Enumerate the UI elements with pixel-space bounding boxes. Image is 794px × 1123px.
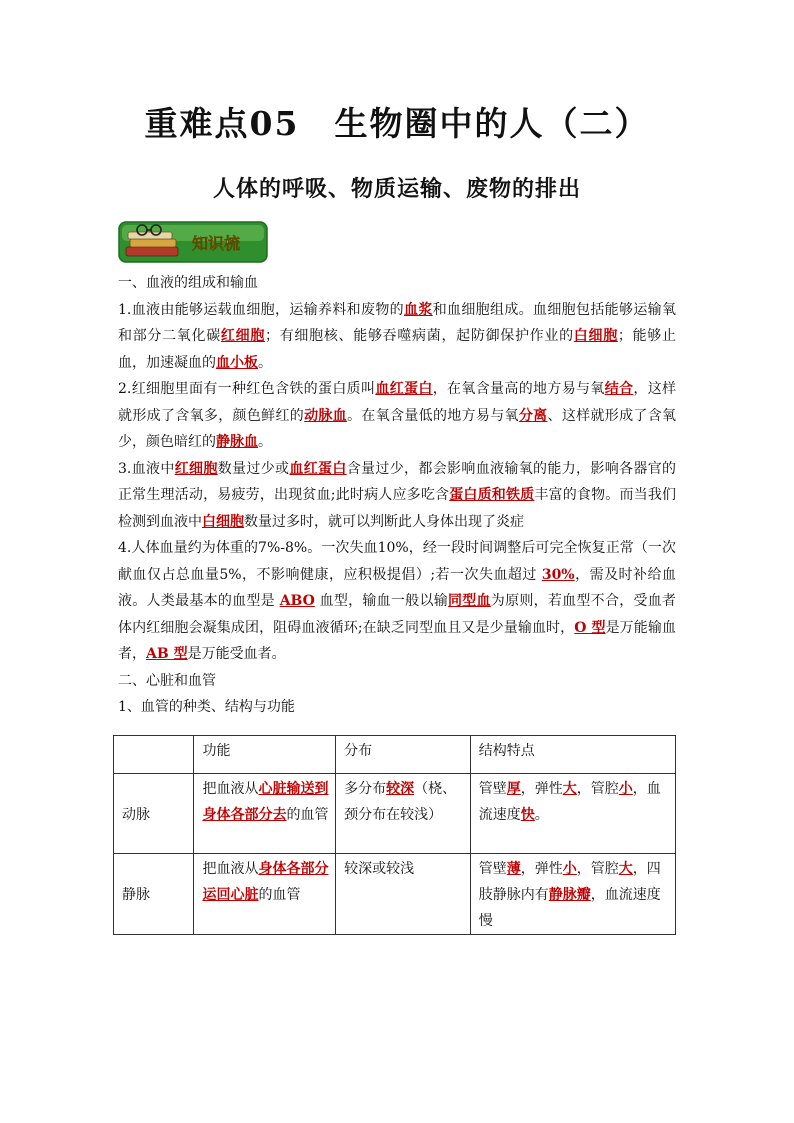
paragraph xyxy=(118,535,676,668)
text-segment: ；能够止血，加速凝血的 xyxy=(118,328,677,371)
answer-text: 动脉血 xyxy=(304,407,348,424)
text-segment: 丰富的食物。而当我们检测到血液中 xyxy=(118,487,677,530)
answer-text: 同型血 xyxy=(447,593,491,609)
answer-text: 大 xyxy=(562,781,577,797)
answer-text: 血红蛋白 xyxy=(375,381,433,397)
text-segment: 把血液从 xyxy=(202,781,259,797)
answer-text: 蛋白质和铁质 xyxy=(449,487,535,503)
section-heading: 一、血液的组成和输血 xyxy=(118,275,258,291)
text-segment: ；有细胞核、能够吞噬病菌，起防御保护作业的 xyxy=(265,328,574,344)
answer-text: 心脏输送到身体各部分去 xyxy=(202,781,329,823)
knowledge-badge xyxy=(118,221,268,263)
main-content xyxy=(118,270,676,721)
text-segment: ，在氧含量高的地方易与氧 xyxy=(432,381,605,397)
text-segment: 1.血液由能够运载血细胞，运输养料和废物的 xyxy=(118,301,405,318)
answer-text: O 型 xyxy=(574,619,606,636)
text-segment: 数量过多时，就可以判断此人身体出现了炎症 xyxy=(244,513,524,530)
row-label: 静脉 xyxy=(114,854,194,935)
text-segment: ，血流速度慢 xyxy=(478,887,661,929)
text-segment: 4.人体血量约为体重的7%-8%。一次失血10%，经一段时间调整后可完全恢复正常（一次献血仅占总血量5%，不影响健康，应积极提倡）;若一次失血超过 xyxy=(118,540,676,583)
text-segment: 血型，输血一般以输 xyxy=(314,593,448,609)
table-header-row xyxy=(114,736,676,774)
text-segment: 是万能受血者。 xyxy=(187,646,286,662)
text-segment: ，管腔 xyxy=(576,861,619,877)
table-cell xyxy=(470,854,675,935)
table-header-cell: 分布 xyxy=(336,736,471,774)
text-segment: 管壁 xyxy=(478,781,507,797)
text-segment: 含量过少，都会影响血液输氧的能力，影响各器官的正常生理活动，易疲劳，出现贫血;此时病人应多吃含 xyxy=(118,460,677,503)
table-row xyxy=(114,774,676,854)
text-segment: 把血液从 xyxy=(202,861,259,877)
section-heading: 二、心脏和血管 xyxy=(118,672,216,689)
answer-text: 血红蛋白 xyxy=(289,460,347,477)
row-label: 动脉 xyxy=(114,774,194,854)
answer-text: 较深 xyxy=(386,781,415,797)
answer-text: 厚 xyxy=(506,781,521,797)
page-title: 重难点05 生物圈中的人（二） xyxy=(144,104,650,143)
text-segment: 和血细胞组成。血细胞包括能够运输氧和部分二氧化碳 xyxy=(118,301,677,344)
answer-text: 静脉瓣 xyxy=(548,887,591,903)
answer-text: 结合 xyxy=(604,381,634,397)
text-segment: 。 xyxy=(258,354,272,371)
answer-text: 大 xyxy=(618,861,633,877)
text-segment: 是万能输血者， xyxy=(118,619,677,662)
paragraph xyxy=(118,297,676,377)
text-segment: 管壁 xyxy=(478,861,507,877)
answer-text: 快 xyxy=(520,807,535,823)
text-segment: ，血流速度 xyxy=(478,781,661,823)
answer-text: 小 xyxy=(618,781,633,797)
text-segment: 。在氧含量低的地方易与氧 xyxy=(347,407,519,424)
answer-text: ABO xyxy=(279,593,315,609)
table-cell xyxy=(470,774,675,854)
text-segment: ，四肢静脉内有 xyxy=(478,861,661,903)
text-segment: 的血管 xyxy=(286,807,329,823)
text-segment: ，弹性 xyxy=(520,861,563,877)
answer-text: 小 xyxy=(562,861,577,877)
text-segment: ，需及时补给血液。人类最基本的血型是 xyxy=(118,566,676,609)
paragraph xyxy=(118,456,676,536)
section-subheading: 1、血管的种类、结构与功能 xyxy=(118,699,295,715)
table-cell xyxy=(336,774,471,854)
answer-text: 身体各部分运回心脏 xyxy=(202,861,329,903)
answer-text: 30% xyxy=(541,566,575,583)
text-segment: 数量过少或 xyxy=(217,460,290,477)
table-cell xyxy=(336,854,471,935)
answer-text: 红细胞 xyxy=(174,460,218,477)
text-segment: ，管腔 xyxy=(576,781,619,797)
text-segment: 多分布 xyxy=(344,781,387,797)
table-header-cell: 结构特点 xyxy=(470,736,675,774)
text-segment: 。 xyxy=(534,807,549,823)
page-subtitle: 人体的呼吸、物质运输、废物的排出 xyxy=(212,176,581,202)
text-segment: 2.红细胞里面有一种红色含铁的蛋白质叫 xyxy=(118,381,376,397)
answer-text: 白细胞 xyxy=(202,513,244,530)
text-segment: 。 xyxy=(258,434,272,450)
answer-text: 薄 xyxy=(506,861,521,877)
answer-text: 白细胞 xyxy=(573,328,618,344)
answer-text: AB 型 xyxy=(146,646,188,662)
vessel-table xyxy=(113,735,676,935)
text-segment: 为原则，若血型不合，受血者体内红细胞会凝集成团，阻碍血液循环;在缺乏同型血且又是少量输血时， xyxy=(118,593,677,636)
answer-text: 红细胞 xyxy=(220,328,266,344)
text-segment: （桡、颈分布在较浅） xyxy=(344,781,457,823)
text-segment: ，这样就形成了含氧多，颜色鲜红的 xyxy=(118,381,677,424)
answer-text: 静脉血 xyxy=(216,434,258,450)
table-cell xyxy=(194,854,336,935)
answer-text: 血小板 xyxy=(216,354,258,371)
text-segment: 的血管 xyxy=(258,887,301,903)
table-cell xyxy=(194,774,336,854)
text-segment: 、这样就形成了含氧少，颜色暗红的 xyxy=(118,407,677,450)
table-header-cell: 功能 xyxy=(194,736,336,774)
answer-text: 分离 xyxy=(518,407,548,424)
badge-label: 知识梳 xyxy=(191,234,241,253)
text-segment: 较深或较浅 xyxy=(344,861,415,877)
table-header-cell xyxy=(114,736,194,774)
answer-text: 血浆 xyxy=(404,301,433,318)
table-row xyxy=(114,854,676,935)
text-segment: 3.血液中 xyxy=(118,460,175,477)
text-segment: ，弹性 xyxy=(520,781,563,797)
paragraph xyxy=(118,376,676,456)
